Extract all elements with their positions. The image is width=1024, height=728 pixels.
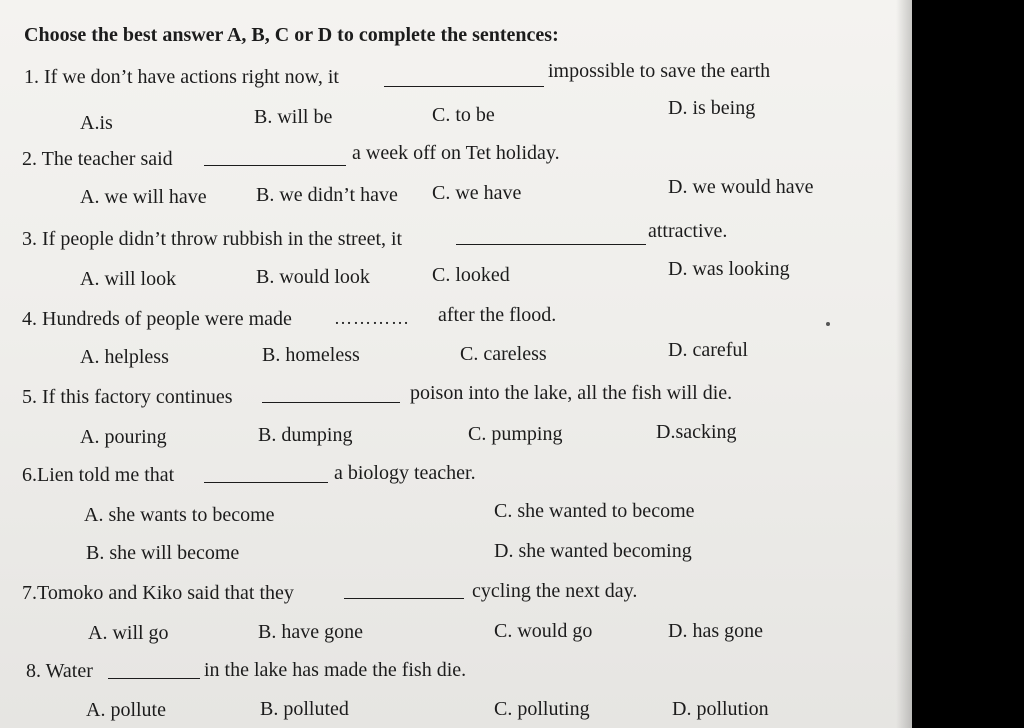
- question-7-continuation: cycling the next day.: [472, 580, 638, 602]
- question-6-option-c[interactable]: C. she wanted to become: [494, 500, 695, 522]
- question-7-option-c[interactable]: C. would go: [494, 620, 593, 642]
- question-3-blank: [456, 244, 646, 245]
- instructions-heading: Choose the best answer A, B, C or D to complete the sentences:: [24, 24, 559, 46]
- question-2-blank: [204, 165, 346, 166]
- question-1-option-b[interactable]: B. will be: [254, 106, 333, 128]
- question-2-option-b[interactable]: B. we didn’t have: [256, 184, 398, 206]
- question-2-option-a[interactable]: A. we will have: [80, 186, 207, 208]
- question-4-stem: 4. Hundreds of people were made: [22, 308, 292, 330]
- question-8-stem: 8. Water: [26, 660, 93, 682]
- question-1-continuation: impossible to save the earth: [548, 60, 771, 82]
- question-3-option-c[interactable]: C. looked: [432, 264, 510, 286]
- question-5-continuation: poison into the lake, all the fish will die.: [410, 382, 733, 404]
- question-2-stem: 2. The teacher said: [22, 148, 173, 170]
- question-6-blank: [204, 482, 328, 483]
- question-4-option-a[interactable]: A. helpless: [80, 346, 169, 368]
- question-5-option-a[interactable]: A. pouring: [80, 426, 167, 448]
- question-8-option-d[interactable]: D. pollution: [672, 698, 769, 720]
- question-6-continuation: a biology teacher.: [334, 462, 476, 484]
- question-6-option-a[interactable]: A. she wants to become: [84, 504, 275, 526]
- question-4-option-d[interactable]: D. careful: [668, 339, 748, 361]
- question-6-stem: 6.Lien told me that: [22, 464, 175, 486]
- question-4-option-c[interactable]: C. careless: [460, 343, 547, 365]
- question-4-blank: …………: [334, 308, 410, 328]
- stray-dot: [826, 322, 830, 326]
- question-2-option-d[interactable]: D. we would have: [668, 176, 814, 198]
- question-1-option-d[interactable]: D. is being: [668, 97, 756, 119]
- question-6-option-d[interactable]: D. she wanted becoming: [494, 540, 692, 562]
- question-8-option-a[interactable]: A. pollute: [86, 699, 166, 721]
- question-5-stem: 5. If this factory continues: [22, 386, 233, 408]
- question-8-option-c[interactable]: C. polluting: [494, 698, 590, 720]
- question-7-option-b[interactable]: B. have gone: [258, 621, 363, 643]
- question-1-option-a[interactable]: A.is: [80, 112, 113, 134]
- question-3-stem: 3. If people didn’t throw rubbish in the street, it: [22, 228, 403, 250]
- question-8-blank: [108, 678, 200, 679]
- question-8-continuation: in the lake has made the fish die.: [204, 659, 467, 681]
- question-2-option-c[interactable]: C. we have: [432, 182, 522, 204]
- question-1-option-c[interactable]: C. to be: [432, 104, 495, 126]
- question-3-option-d[interactable]: D. was looking: [668, 258, 790, 280]
- question-8-option-b[interactable]: B. polluted: [260, 698, 349, 720]
- question-6-option-b[interactable]: B. she will become: [86, 542, 240, 564]
- question-4-option-b[interactable]: B. homeless: [262, 344, 360, 366]
- question-5-option-b[interactable]: B. dumping: [258, 424, 353, 446]
- question-1-blank: [384, 86, 544, 87]
- question-5-option-d[interactable]: D.sacking: [656, 421, 737, 443]
- question-2-continuation: a week off on Tet holiday.: [352, 142, 560, 164]
- question-1-stem: 1. If we don’t have actions right now, it: [24, 66, 339, 88]
- question-7-option-d[interactable]: D. has gone: [668, 620, 763, 642]
- question-3-continuation: attractive.: [648, 220, 728, 242]
- question-3-option-b[interactable]: B. would look: [256, 266, 370, 288]
- question-7-blank: [344, 598, 464, 599]
- question-7-option-a[interactable]: A. will go: [88, 622, 169, 644]
- question-3-option-a[interactable]: A. will look: [80, 268, 177, 290]
- question-5-option-c[interactable]: C. pumping: [468, 423, 563, 445]
- question-7-stem: 7.Tomoko and Kiko said that they: [22, 582, 294, 604]
- question-5-blank: [262, 402, 400, 403]
- question-4-continuation: after the flood.: [438, 304, 557, 326]
- page-edge-shadow: [896, 0, 912, 728]
